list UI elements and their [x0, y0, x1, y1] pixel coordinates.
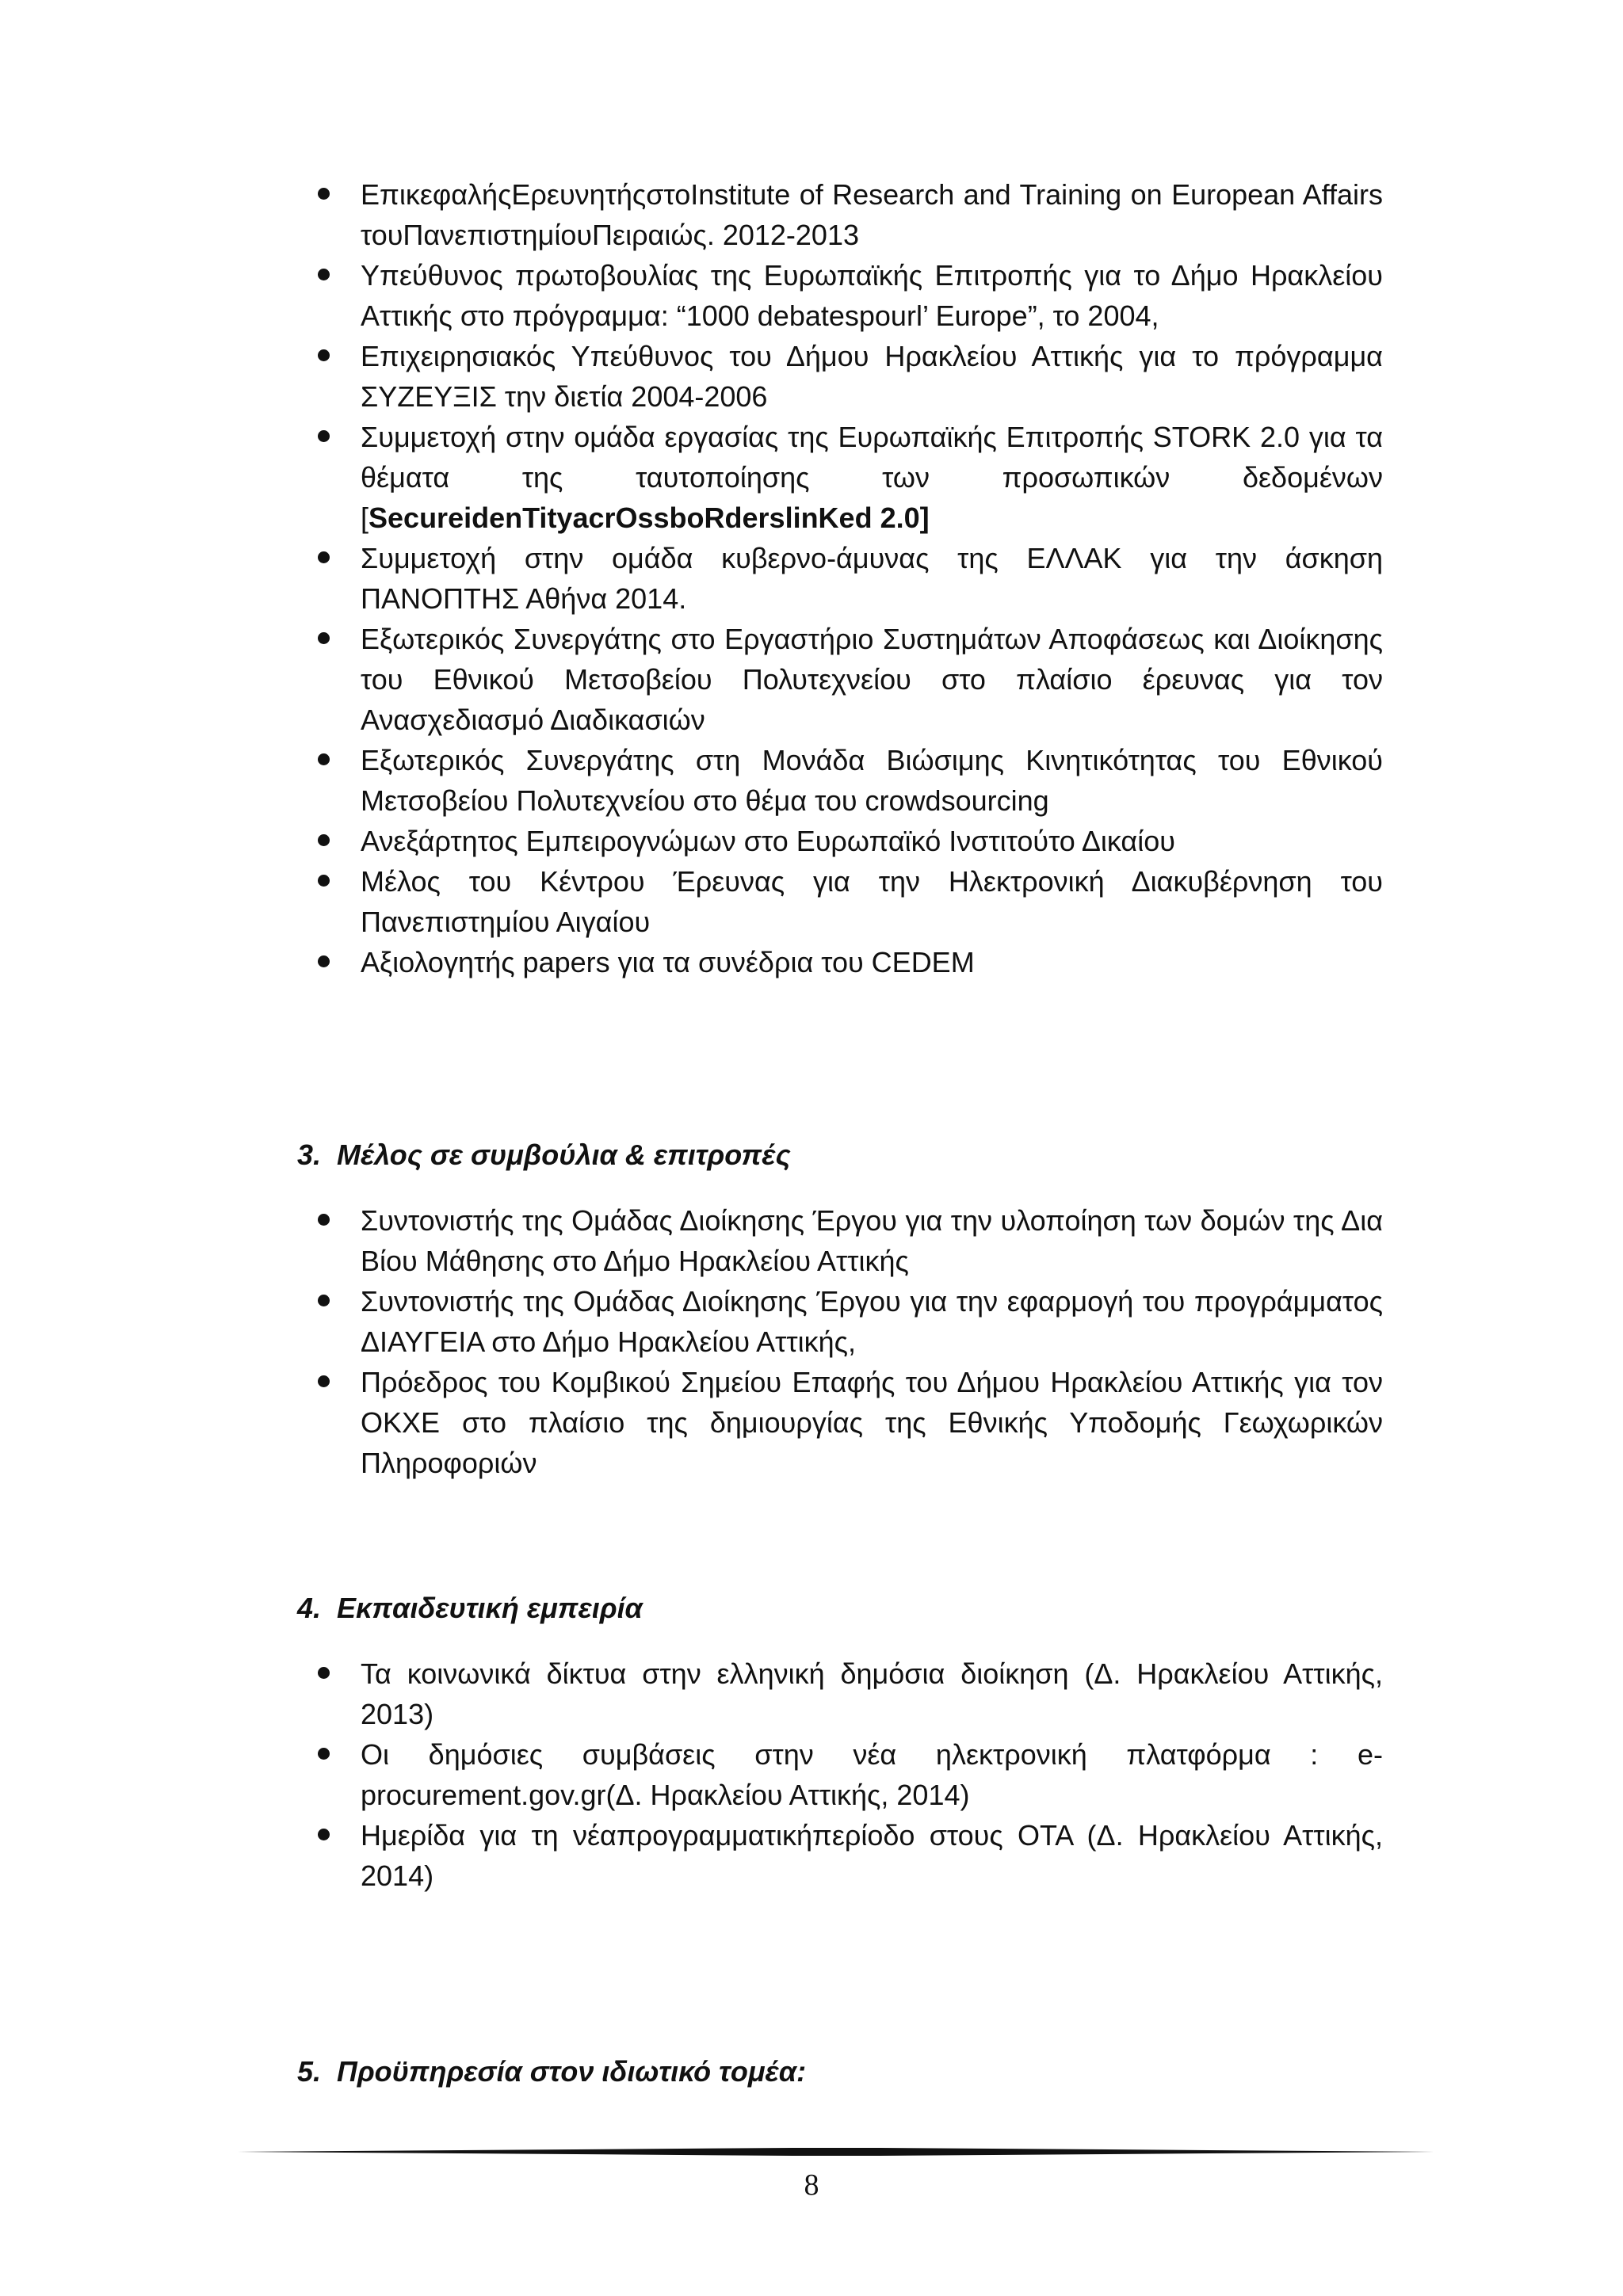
list-item: Επιχειρησιακός Υπεύθυνος του Δήμου Ηρακλείου Αττικής για το πρόγραμμα ΣΥΖΕΥΞΙΣ την διετία 2004-2006: [297, 336, 1383, 417]
bullet-icon: [318, 1748, 330, 1760]
list-item: Τα κοινωνικά δίκτυα στην ελληνική δημόσια διοίκηση (Δ. Ηρακλείου Αττικής, 2013): [297, 1653, 1383, 1734]
bullet-icon: [318, 632, 330, 644]
list-item: Αξιολογητής papers για τα συνέδρια του CEDEM: [297, 942, 1383, 982]
research-experience-list: [297, 174, 1383, 982]
spacer: [297, 1483, 1383, 1588]
list-item: Συντονιστής της Ομάδας Διοίκησης Έργου για την υλοποίηση των δομών της Δια Βίου Μάθησης στο Δήμο Ηρακλείου Αττικής: [297, 1200, 1383, 1281]
spacer: [297, 1175, 1383, 1200]
list-item: Ημερίδα για τη νέαπρογραμματικήπερίοδο στους ΟΤΑ (Δ. Ηρακλείου Αττικής, 2014): [297, 1815, 1383, 1896]
bullet-icon: [318, 430, 330, 442]
bullet-icon: [318, 875, 330, 887]
list-item: Πρόεδρος του Κομβικού Σημείου Επαφής του Δήμου Ηρακλείου Αττικής για τον ΟΚΧΕ στο πλαίσιο της δημιουργίας της Εθνικής Υποδομής Γεωχωρικών Πληροφοριών: [297, 1362, 1383, 1483]
spacer: [297, 982, 1383, 1135]
list-item: Μέλος του Κέντρου Έρευνας για την Ηλεκτρονική Διακυβέρνηση του Πανεπιστημίου Αιγαίου: [297, 861, 1383, 942]
page-content: [297, 174, 1383, 2092]
teaching-list: [297, 1653, 1383, 1896]
stork-acronym: SecureidenTityacrOssboRderslinKed 2.0]: [369, 502, 930, 534]
bullet-icon: [318, 1214, 330, 1226]
list-item: ΕπικεφαλήςΕρευνητήςστοInstitute of Research and Training on European Affairs τουΠανεπιστημίουΠειραιώς. 2012-2013: [297, 174, 1383, 255]
list-item: Συμμετοχή στην ομάδα κυβερνο-άμυνας της ΕΛΛΑΚ για την άσκηση ΠΑΝΟΠΤΗΣ Αθήνα 2014.: [297, 538, 1383, 619]
bullet-icon: [318, 269, 330, 280]
spacer: [297, 1896, 1383, 2051]
list-item: Συμμετοχή στην ομάδα εργασίας της Ευρωπαϊκής Επιτροπής STORK 2.0 για τα θέματα της ταυτοποίησης των προσωπικών δεδομένων [SecureidenTityacrOssboRderslinKed 2.0]: [297, 417, 1383, 538]
list-item: Συντονιστής της Ομάδας Διοίκησης Έργου για την εφαρμογή του προγράμματος ΔΙΑΥΓΕΙΑ στο Δήμο Ηρακλείου Αττικής,: [297, 1281, 1383, 1362]
list-item: Οι δημόσιες συμβάσεις στην νέα ηλεκτρονική πλατφόρμα : e-procurement.gov.gr(Δ. Ηρακλείου Αττικής, 2014): [297, 1734, 1383, 1815]
bullet-icon: [318, 753, 330, 765]
page-number: 8: [804, 2168, 819, 2202]
list-item: Εξωτερικός Συνεργάτης στο Εργαστήριο Συστημάτων Αποφάσεως και Διοίκησης του Εθνικού Μετσοβείου Πολυτεχνείου στο πλαίσιο έρευνας για τον Ανασχεδιασμό Διαδικασιών: [297, 619, 1383, 740]
footer-divider: [238, 2148, 1434, 2156]
bullet-icon: [318, 188, 330, 200]
bullet-icon: [318, 955, 330, 967]
spacer: [297, 1628, 1383, 1653]
stork-bracket: [: [361, 502, 369, 534]
section-heading-teaching: 4. Εκπαιδευτική εμπειρία: [297, 1592, 643, 1624]
list-item: Υπεύθυνος πρωτοβουλίας της Ευρωπαϊκής Επιτροπής για το Δήμο Ηρακλείου Αττικής στο πρόγραμμα: “1000 debatespourl’ Europe”, το 2004,: [297, 255, 1383, 336]
section-heading-private-sector: 5. Προϋπηρεσία στον ιδιωτικό τομέα:: [297, 2055, 807, 2088]
boards-list: [297, 1200, 1383, 1483]
list-item: Εξωτερικός Συνεργάτης στη Μονάδα Βιώσιμης Κινητικότητας του Εθνικού Μετσοβείου Πολυτεχνείου στο θέμα του crowdsourcing: [297, 740, 1383, 821]
bullet-icon: [318, 1667, 330, 1679]
section-heading-boards: 3. Μέλος σε συμβούλια & επιτροπές: [297, 1138, 791, 1171]
list-item: Ανεξάρτητος Εμπειρογνώμων στο Ευρωπαϊκό Ινστιτούτο Δικαίου: [297, 821, 1383, 861]
bullet-icon: [318, 1375, 330, 1387]
bullet-icon: [318, 1829, 330, 1840]
bullet-icon: [318, 349, 330, 361]
bullet-icon: [318, 551, 330, 563]
bullet-icon: [318, 1295, 330, 1306]
bullet-icon: [318, 834, 330, 846]
